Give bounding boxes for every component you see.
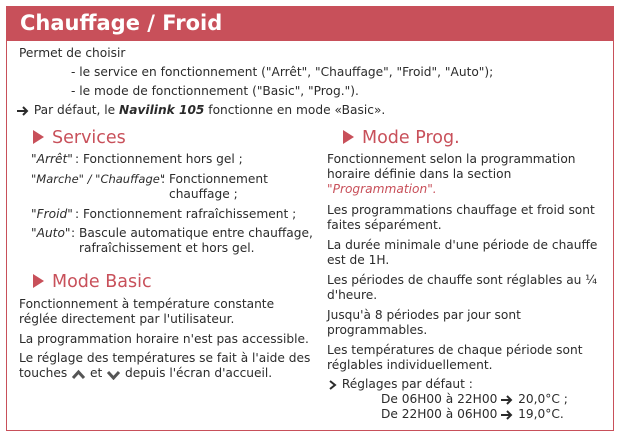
programmation-link-text: "Programmation". [327,182,437,196]
intro-default-post: fonctionne en mode «Basic». [204,103,386,117]
arrow-right-icon [501,394,514,406]
service-arret-desc: : Fonctionnement hors gel ; [75,152,243,166]
mode-basic-keys-line [19,366,272,381]
mode-prog-text: d'heure. [327,288,378,302]
default-period-day-temp: 20,0°C ; [518,392,568,406]
service-auto-desc-2: rafraîchissement et hors gel. [79,241,255,255]
mode-basic-keys-post: depuis l'écran d'accueil. [125,366,273,380]
mode-basic-text: La programmation horaire n'est pas accessible. [19,332,309,346]
mode-prog-text: Jusqu'à 8 périodes par jour sont [327,308,521,322]
title-bar [7,7,613,41]
chevron-down-icon [106,369,121,380]
mode-prog-text: Les périodes de chauffe sont réglables au ¼ [327,273,598,287]
default-period-night [381,407,564,422]
intro-item-service: - le service en fonctionnement ("Arrêt", "Chauffage", "Froid", "Auto"); [71,65,494,79]
service-marche-desc-2: chauffage ; [169,187,238,201]
mode-prog-heading [343,128,460,148]
intro-line: Permet de choisir [19,46,126,60]
intro-default-pre: Par défaut, le [33,103,120,117]
mode-prog-text: programmables. [327,323,428,337]
default-settings-label [327,377,473,392]
mode-basic-heading-label: Mode Basic [52,272,152,292]
arrow-right-icon [17,105,30,117]
service-arret-key: "Arrêt" [31,152,73,166]
services-heading [33,128,126,148]
default-period-day [381,392,568,407]
triangle-bullet-icon [33,130,44,144]
content-box [6,6,614,431]
service-auto-desc-1: : Bascule automatique entre chauffage, [71,226,313,240]
triangle-bullet-icon [343,130,354,144]
mode-prog-text: La durée minimale d'une période de chauffe [327,238,598,252]
services-heading-label: Services [52,128,126,148]
mode-prog-text: Les températures de chaque période sont [327,343,583,357]
product-name: Navilink 105 [119,103,205,117]
mode-prog-text: faites séparément. [327,218,442,232]
mode-basic-keys-pre: touches [19,366,68,380]
intro-item-mode: - le mode de fonctionnement ("Basic", "Prog."). [71,84,359,98]
default-period-night-temp: 19,0°C. [518,407,564,421]
mode-basic-heading [33,272,152,292]
page-title: Chauffage / Froid [20,11,223,35]
mode-basic-keys-mid: et [89,366,103,380]
intro-default [17,103,385,118]
mode-prog-text: réglables individuellement. [327,358,493,372]
service-froid-key: "Froid" [31,207,73,221]
mode-basic-text: réglée directement par l'utilisateur. [19,312,235,326]
chevron-up-icon [71,369,86,380]
mode-prog-text: est de 1H. [327,253,390,267]
chevron-right-icon [327,379,338,391]
mode-prog-text: Fonctionnement selon la programmation [327,152,576,166]
default-settings-text: Réglages par défaut : [341,377,473,391]
mode-basic-text: Fonctionnement à température constante [19,297,275,311]
service-froid-desc: : Fonctionnement rafraîchissement ; [75,207,297,221]
service-marche-key: "Marche" / "Chauffage" [31,172,166,186]
default-period-day-range: De 06H00 à 22H00 [381,392,498,406]
arrow-right-icon [501,409,514,421]
service-marche-desc-1: : Fonctionnement [161,172,268,186]
service-auto-key: "Auto" [31,226,71,240]
mode-basic-text: Le réglage des températures se fait à l'aide des [19,351,311,365]
mode-prog-text: horaire définie dans la section [327,167,512,181]
triangle-bullet-icon [33,274,44,288]
default-period-night-range: De 22H00 à 06H00 [381,407,498,421]
mode-prog-heading-label: Mode Prog. [362,128,460,148]
mode-prog-text: Les programmations chauffage et froid sont [327,203,595,217]
